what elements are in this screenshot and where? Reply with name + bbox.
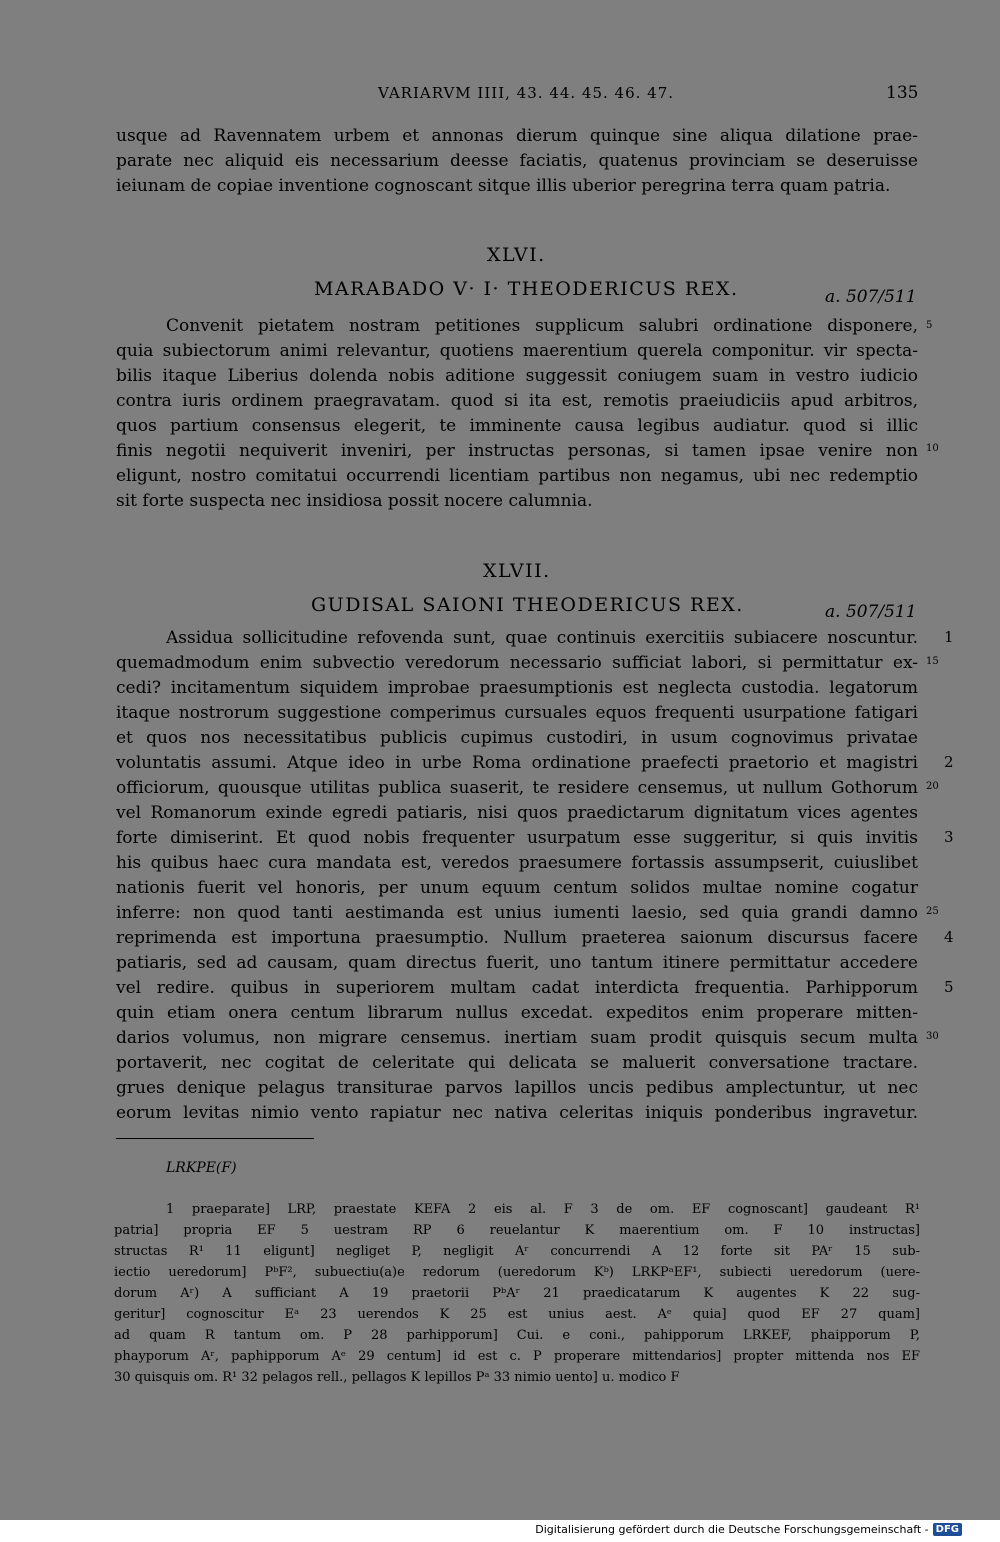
text-line: patiaris, sed ad causam, quam directus fuerit, uno tantum itinere permittatur accedere (116, 953, 918, 973)
text-line: voluntatis assumi. Atque ideo in urbe Roma ordinatione praefecti praetorio et magistri (116, 753, 918, 773)
apparatus-line: patria] propria EF 5 uestram RP 6 reuelantur K maerentium om. F 10 instructas] (114, 1223, 920, 1238)
apparatus-line: geritur] cognoscitur Eᵃ 23 uerendos K 25 est unius aest. Aᵉ quia] quod EF 27 quam] (114, 1307, 920, 1322)
footer-text: Digitalisierung gefördert durch die Deutsche Forschungsgemeinschaft - (535, 1523, 929, 1536)
running-title: VARIARVM IIII, 43. 44. 45. 46. 47. (378, 84, 675, 102)
margin-section-number: 3 (944, 828, 954, 846)
page-number: 135 (886, 83, 919, 103)
text-line: darios volumus, non migrare censemus. inertiam suam prodit quisquis secum multa (116, 1028, 918, 1048)
margin-section-number: 5 (944, 978, 954, 996)
apparatus-line: ad quam R tantum om. P 28 parhipporum] Cui. e coni., pahipporum LRKEF, phaipporum P, (114, 1328, 920, 1343)
margin-line-number: 10 (926, 443, 939, 454)
text-line: quemadmodum enim subvectio veredorum necessario sufficiat labori, si permittatur ex- (116, 653, 918, 673)
text-line: finis negotii nequiverit inveniri, per instructas personas, si tamen ipsae venire non (116, 441, 918, 461)
letter-title: MARABADO V· I· THEODERICUS REX. (314, 278, 739, 300)
letter-number: XLVII. (483, 560, 551, 582)
margin-line-number: 5 (926, 320, 933, 331)
text-line: cedi? incitamentum siquidem improbae praesumptionis est neglecta custodia. legatorum (116, 678, 918, 698)
text-line: parate nec aliquid eis necessarium deesse faciatis, quatenus provinciam se deseruisse (116, 151, 918, 171)
text-line: grues denique pelagus transiturae parvos lapillos uncis pedibus amplectuntur, ut nec (116, 1078, 918, 1098)
dfg-logo: DFG (933, 1523, 962, 1536)
apparatus-line: structas R¹ 11 eligunt] negliget P, negligit Aʳ concurrendi A 12 forte sit PAʳ 15 sub- (114, 1244, 920, 1259)
margin-section-number: 2 (944, 753, 954, 771)
apparatus-line: phayporum Aʳ, paphipporum Aᵉ 29 centum] id est c. P properare mittendarios] propter mittenda nos EF (114, 1349, 920, 1364)
text-line: Convenit pietatem nostram petitiones supplicum salubri ordinatione disponere, (166, 316, 918, 336)
text-line: ieiunam de copiae inventione cognoscant sitque illis uberior peregrina terra quam patria. (116, 176, 891, 196)
apparatus-line: 1 praeparate] LRP, praestate KEFA 2 eis al. F 3 de om. EF cognoscant] gaudeant R¹ (166, 1202, 920, 1217)
margin-section-number: 4 (944, 928, 954, 946)
letter-date: a. 507/511 (825, 602, 917, 622)
apparatus-line: dorum Aʳ) A sufficiant A 19 praetorii PᵇAʳ 21 praedicatarum K augentes K 22 sug- (114, 1286, 920, 1301)
margin-line-number: 30 (926, 1031, 939, 1042)
apparatus-line: iectio ueredorum] PᵇF², subuectiu(a)e redorum (ueredorum Kᵇ) LRKPᵃEF¹, subiecti ueredorum (uere- (114, 1265, 920, 1280)
manuscript-sigla: LRKPE(F) (166, 1160, 237, 1176)
text-line: Assidua sollicitudine refovenda sunt, quae continuis exercitiis subiacere noscuntur. (166, 628, 918, 648)
margin-line-number: 15 (926, 656, 939, 667)
text-line: his quibus haec cura mandata est, veredos praesumere fortassis assumpserit, cuiuslibet (116, 853, 918, 873)
text-line: officiorum, quousque utilitas publica suaserit, te residere censemus, ut nullum Gothorum (116, 778, 918, 798)
text-line: vel redire. quibus in superiorem multam cadat interdicta frequentia. Parhipporum (116, 978, 918, 998)
text-line: nationis fuerit vel honoris, per unum equum centum solidos multae nomine cogatur (116, 878, 918, 898)
text-line: quia subiectorum animi relevantur, quotiens maerentium querela componitur. vir specta- (116, 341, 918, 361)
text-line: usque ad Ravennatem urbem et annonas dierum quinque sine aliqua dilatione prae- (116, 126, 918, 146)
footer (535, 1523, 962, 1536)
apparatus-line: 30 quisquis om. R¹ 32 pelagos rell., pellagos K lepillos Pᵃ 33 nimio uento] u. modico F (114, 1370, 680, 1385)
text-line: eorum levitas nimio vento rapiatur nec nativa celeritas iniquis ponderibus ingravetur. (116, 1103, 918, 1123)
text-line: quos partium consensus elegerit, te imminente causa legibus audiatur. quod si illic (116, 416, 918, 436)
letter-date: a. 507/511 (825, 287, 917, 307)
text-line: eligunt, nostro comitatui occurrendi licentiam partibus non negamus, ubi nec redemptio (116, 466, 918, 486)
text-line: reprimenda est importuna praesumptio. Nullum praeterea saionum discursus facere (116, 928, 918, 948)
footnote-rule (116, 1138, 314, 1139)
text-line: sit forte suspecta nec insidiosa possit nocere calumnia. (116, 491, 593, 511)
text-line: forte dimiserint. Et quod nobis frequenter usurpatum esse suggeritur, si quis invitis (116, 828, 918, 848)
text-line: bilis itaque Liberius dolenda nobis aditione suggessit coniugem suam in vestro iudicio (116, 366, 918, 386)
text-line: portaverit, nec cogitat de celeritate qui delicata se maluerit conversatione tractare. (116, 1053, 918, 1073)
letter-title: GUDISAL SAIONI THEODERICUS REX. (311, 594, 744, 616)
text-line: quin etiam onera centum librarum nullus excedat. expeditos enim properare mitten- (116, 1003, 918, 1023)
text-line: vel Romanorum exinde egredi patiaris, nisi quos praedictarum dignitatum vices agentes (116, 803, 918, 823)
text-line: itaque nostrorum suggestione comperimus cursuales equos frequenti usurpatione fatigari (116, 703, 918, 723)
text-line: contra iuris ordinem praegravatam. quod si ita est, remotis praeiudiciis apud arbitros, (116, 391, 918, 411)
margin-line-number: 25 (926, 906, 939, 917)
letter-number: XLVI. (487, 244, 546, 266)
text-line: inferre: non quod tanti aestimanda est unius iumenti laesio, sed quia grandi damno (116, 903, 918, 923)
text-line: et quos nos necessitatibus publicis cupimus custodiri, in usum cognovimus privatae (116, 728, 918, 748)
margin-line-number: 20 (926, 781, 939, 792)
margin-section-number: 1 (944, 628, 954, 646)
